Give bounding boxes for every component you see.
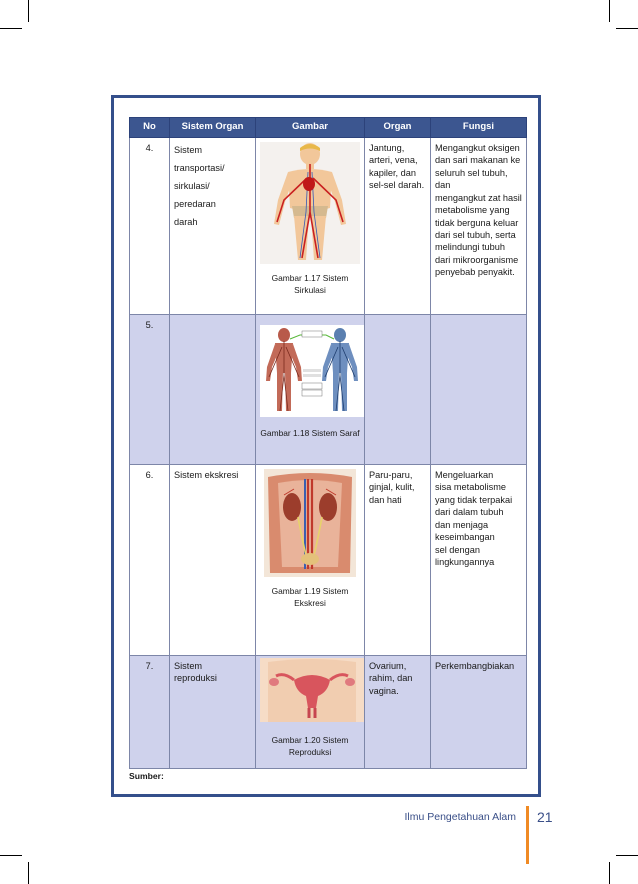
nervous-system-illustration xyxy=(260,325,364,417)
page-number: 21 xyxy=(537,809,553,825)
sistem-line: darah xyxy=(174,216,198,227)
caption-line: Gambar 1.17 Sistem xyxy=(271,273,349,284)
crop-mark xyxy=(28,0,29,22)
caption-line: Gambar 1.19 Sistem xyxy=(271,586,349,597)
fungsi-line: yang tidak terpakai xyxy=(435,494,513,505)
fungsi-cell xyxy=(431,138,527,315)
row-number: 6. xyxy=(130,465,170,656)
row-number: 7. xyxy=(130,656,170,769)
caption-line: Ekskresi xyxy=(294,597,326,608)
table-row xyxy=(130,656,527,769)
table-row xyxy=(130,138,527,315)
fungsi-line: dari dalam tubuh xyxy=(435,507,504,518)
figure-caption xyxy=(260,586,360,609)
header-no: No xyxy=(130,118,170,138)
sistem-cell xyxy=(170,315,256,465)
organ-line: sel-sel darah. xyxy=(369,180,425,191)
fungsi-line: lingkungannya xyxy=(435,556,495,567)
organ-line: vagina. xyxy=(369,685,399,696)
crop-mark xyxy=(616,855,638,856)
row-number: 4. xyxy=(130,138,170,315)
sistem-line: transportasi/ xyxy=(174,162,225,173)
header-sistem-organ: Sistem Organ xyxy=(170,118,256,138)
fungsi-line: melindungi tubuh xyxy=(435,242,505,253)
fungsi-line: Mengeluarkan xyxy=(435,470,494,480)
sistem-line: peredaran xyxy=(174,198,216,209)
footer-accent-bar xyxy=(526,806,529,864)
figure-caption xyxy=(260,735,360,758)
organ-line: rahim, dan xyxy=(369,673,413,684)
caption-line: Sirkulasi xyxy=(294,284,326,295)
fungsi-line: seluruh sel tubuh, dan xyxy=(435,167,508,191)
fungsi-line: dan sari makanan ke xyxy=(435,155,521,166)
organ-line: Ovarium, xyxy=(369,661,407,671)
organ-cell xyxy=(365,656,431,769)
caption-line: Reproduksi xyxy=(288,746,332,757)
caption-line: Gambar 1.20 Sistem xyxy=(271,735,349,746)
table-header-row xyxy=(130,118,527,138)
figure-caption xyxy=(260,428,360,439)
fungsi-line: penyebab penyakit. xyxy=(435,267,515,278)
header-fungsi: Fungsi xyxy=(431,118,527,138)
crop-mark xyxy=(616,28,638,29)
source-note: Sumber: xyxy=(129,771,164,781)
fungsi-line: sel dengan xyxy=(435,544,480,555)
organ-system-table xyxy=(129,117,527,769)
crop-mark xyxy=(609,862,610,884)
fungsi-line: dari mikroorganisme xyxy=(435,254,519,265)
circulatory-system-illustration xyxy=(260,142,360,264)
fungsi-line: mengangkut zat hasil xyxy=(435,192,522,203)
sistem-line: reproduksi xyxy=(174,673,217,684)
organ-line: Jantung, xyxy=(369,143,405,153)
sistem-cell xyxy=(170,656,256,769)
fungsi-line: dari sel tubuh, serta xyxy=(435,229,516,240)
organ-line: arteri, vena, xyxy=(369,155,418,166)
organ-line: Paru-paru, xyxy=(369,470,413,480)
crop-mark xyxy=(28,862,29,884)
fungsi-line: Perkembangbiakan xyxy=(435,661,515,671)
sistem-cell xyxy=(170,138,256,315)
row-number: 5. xyxy=(130,315,170,465)
table-row xyxy=(130,315,527,465)
organ-line: dan hati xyxy=(369,494,402,505)
header-organ: Organ xyxy=(365,118,431,138)
organ-line: ginjal, kulit, xyxy=(369,482,415,493)
content-frame xyxy=(111,95,541,797)
sistem-cell xyxy=(170,465,256,656)
fungsi-cell xyxy=(431,465,527,656)
fungsi-line: sisa metabolisme xyxy=(435,482,506,493)
gambar-cell xyxy=(256,138,365,315)
organ-line: kapiler, dan xyxy=(369,167,416,178)
sistem-line: Sistem ekskresi xyxy=(174,470,239,480)
fungsi-cell xyxy=(431,315,527,465)
crop-mark xyxy=(609,0,610,22)
crop-mark xyxy=(0,855,22,856)
gambar-cell xyxy=(256,315,365,465)
figure-caption xyxy=(260,273,360,296)
gambar-cell xyxy=(256,656,365,769)
fungsi-line: Mengangkut oksigen xyxy=(435,143,520,153)
gambar-cell xyxy=(256,465,365,656)
fungsi-line: keseimbangan xyxy=(435,532,495,543)
reproductive-system-illustration xyxy=(260,658,364,722)
sistem-line: sirkulasi/ xyxy=(174,180,210,191)
organ-cell xyxy=(365,138,431,315)
crop-mark xyxy=(0,28,22,29)
sistem-line: Sistem xyxy=(174,145,203,155)
sistem-line: Sistem xyxy=(174,661,203,671)
fungsi-cell xyxy=(431,656,527,769)
caption-line: Gambar 1.18 Sistem Saraf xyxy=(260,428,360,439)
excretory-system-illustration xyxy=(264,469,356,577)
book-title: Ilmu Pengetahuan Alam xyxy=(404,811,516,823)
organ-cell xyxy=(365,465,431,656)
header-gambar: Gambar xyxy=(256,118,365,138)
organ-cell xyxy=(365,315,431,465)
table-row xyxy=(130,465,527,656)
fungsi-line: metabolisme yang xyxy=(435,205,510,216)
fungsi-line: dan menjaga xyxy=(435,519,489,530)
fungsi-line: tidak berguna keluar xyxy=(435,217,519,228)
